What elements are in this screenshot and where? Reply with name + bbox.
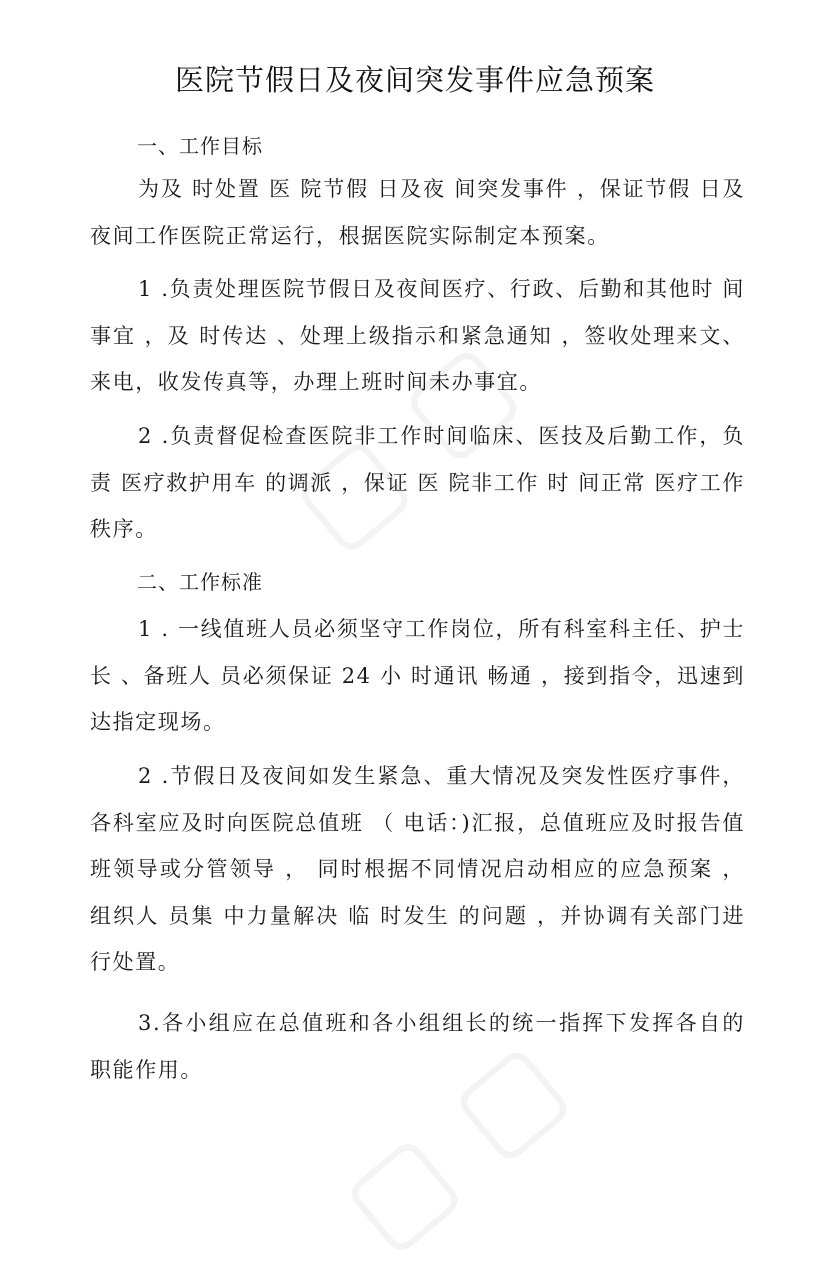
paragraph-standards-item-2: 2 .节假日及夜间如发生紧急、重大情况及突发性医疗事件，各科室应及时向医院总值班 （ 电话：)汇报，总值班应及时报告值班领导或分管领导 ， 同时根据不同情况启动相应的应急预案 ，组织人 员集 中力量解决 临 时发生 的问题 ，并协调有关部门进行处置。 [90, 764, 745, 974]
paragraph-goals-item-2: 2 .负责督促检查医院非工作时间临床、医技及后勤工作，负 责 医疗救护用车 的调派 ，保证 医 院非工作 时 间正常 医疗工作秩序。 [90, 424, 745, 541]
section-heading-goals: 一、工作目标 [137, 134, 263, 158]
paragraph-standards-item-3: 3.各小组应在总值班和各小组组长的统一指挥下发挥各自的职能作用。 [90, 1011, 745, 1082]
document-title: 医院节假日及夜间突发事件应急预案 [174, 63, 655, 97]
section-heading-standards: 二、工作标准 [137, 570, 263, 594]
paragraph-standards-item-1: 1 . 一线值班人员必须坚守工作岗位，所有科室科主任、护士长 、备班人 员必须保证 24 小 时通讯 畅通 ，接到指令，迅速到达指定现场。 [90, 617, 745, 734]
paragraph-goals-intro: 为及 时处置 医 院节假 日及夜 间突发事件 ，保证节假 日及夜间工作医院正常运行，根据医院实际制定本预案。 [90, 177, 745, 248]
paragraph-goals-item-1: 1 .负责处理医院节假日及夜间医疗、行政、后勤和其他时 间事宜 ，及 时传达 、处理上级指示和紧急通知 ，签收处理来文、来电，收发传真等，办理上班时间未办事宜。 [90, 277, 745, 394]
